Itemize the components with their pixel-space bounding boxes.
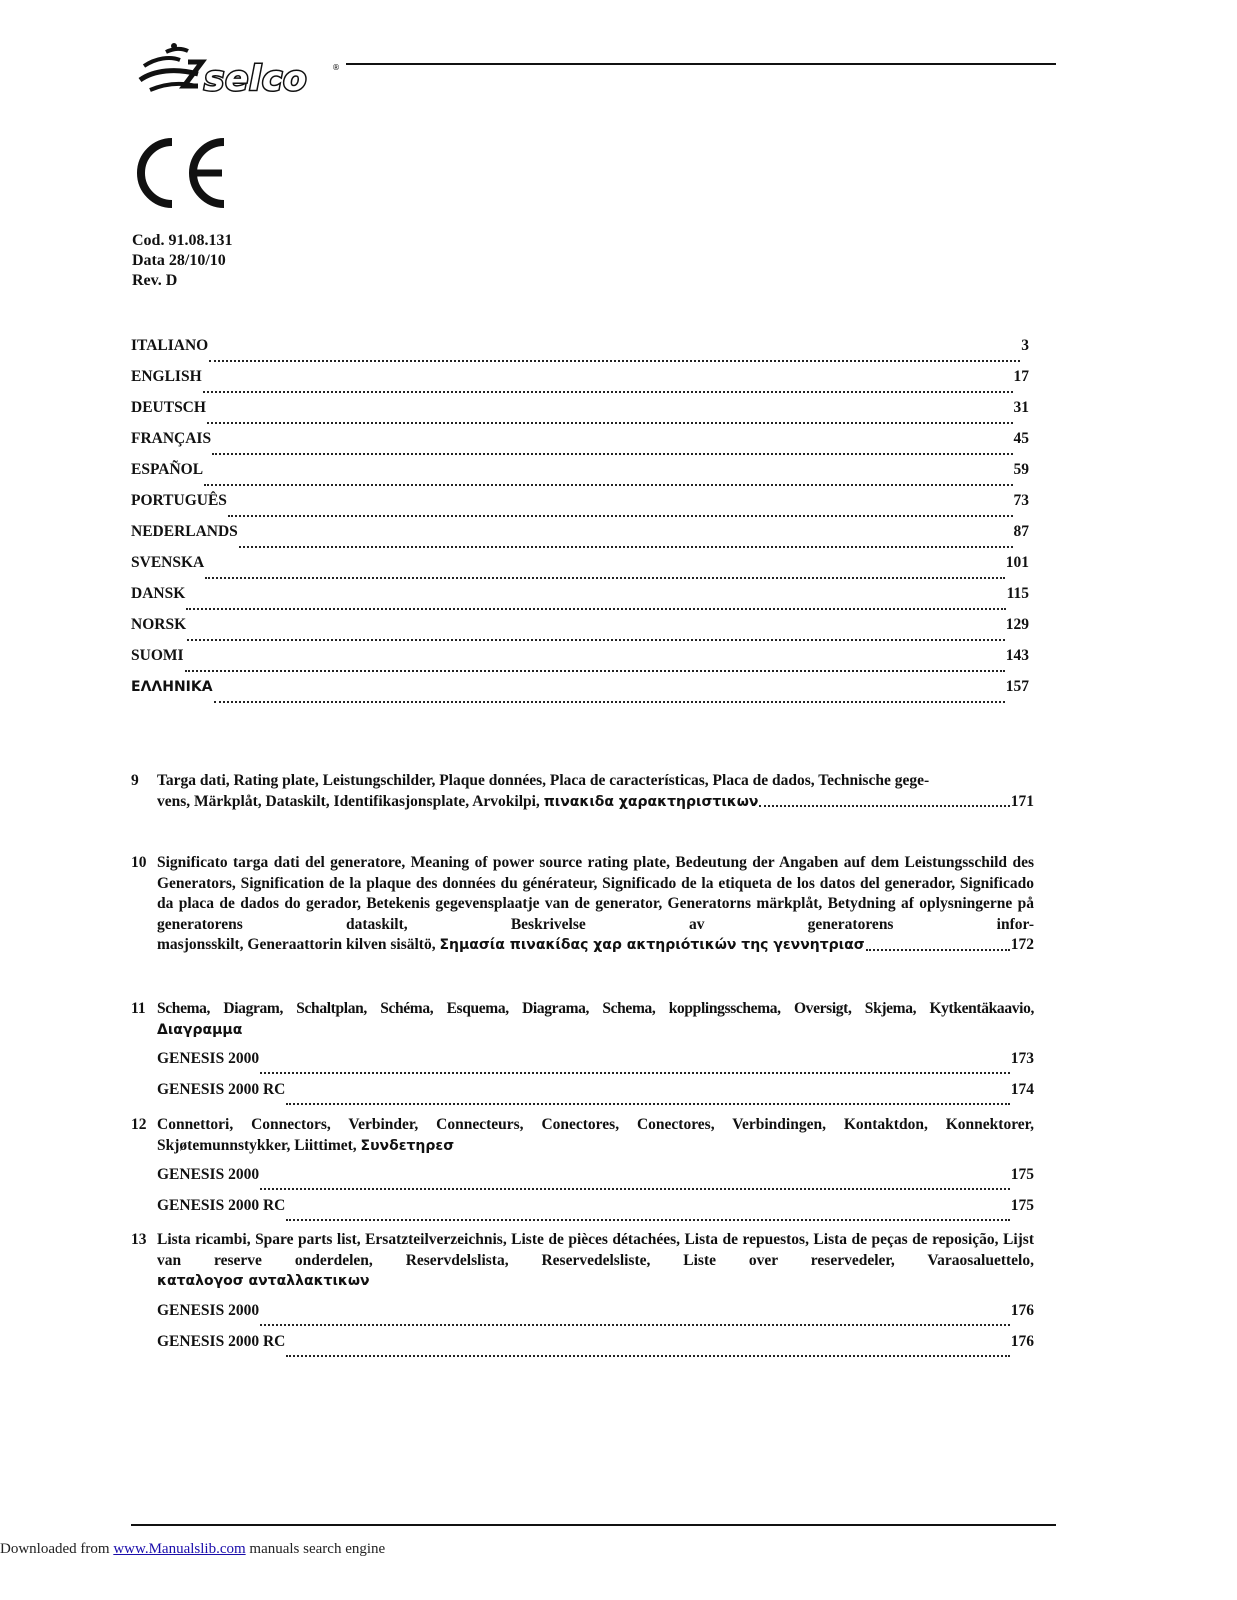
toc-leader — [207, 422, 1013, 424]
toc-subitem[interactable] — [157, 1196, 1034, 1227]
toc-leader — [260, 1072, 1010, 1074]
section-title-greek: καταλογοσ ανταλλακτικων — [157, 1273, 370, 1290]
section-title: Schema, Diagram, Schaltplan, Schéma, Esquema, Diagrama, Schema, kopplingsschema, Oversigt, Skjema, Kytkentäkaavio, — [157, 1000, 1034, 1017]
toc-row-english[interactable] — [131, 368, 1029, 399]
toc-label: ENGLISH — [131, 368, 202, 385]
toc-leader — [205, 577, 1005, 579]
toc-leader — [239, 546, 1013, 548]
toc-page: 59 — [1013, 461, 1029, 478]
toc-leader — [203, 391, 1013, 393]
toc-label: ITALIANO — [131, 337, 209, 354]
toc-label: GENESIS 2000 RC — [157, 1081, 286, 1099]
document-revision: Rev. D — [132, 272, 178, 289]
toc-leader — [260, 1324, 1010, 1326]
toc-label: NEDERLANDS — [131, 523, 238, 540]
toc-label: GENESIS 2000 RC — [157, 1197, 286, 1215]
section-number: 13 — [131, 1231, 147, 1248]
toc-label: FRANÇAIS — [131, 430, 212, 447]
toc-page: 87 — [1013, 523, 1029, 540]
section-title: Targa dati, Rating plate, Leistungschilder, Plaque données, Placa de características, Placa de dados, Technische gege- — [157, 772, 930, 789]
toc-page: 143 — [1005, 647, 1029, 664]
toc-row-espanol[interactable] — [131, 461, 1029, 492]
toc-subitem[interactable] — [157, 1049, 1034, 1080]
toc-leader — [185, 670, 1005, 672]
download-footer — [0, 1541, 385, 1558]
toc-row-norsk[interactable] — [131, 616, 1029, 647]
manualslib-link[interactable]: www.Manualslib.com — [113, 1541, 246, 1557]
toc-page: 175 — [1010, 1197, 1034, 1215]
toc-page: 175 — [1010, 1166, 1034, 1184]
section-number: 9 — [131, 772, 139, 789]
document-code: Cod. 91.08.131 — [132, 232, 233, 249]
toc-page: 45 — [1013, 430, 1029, 447]
toc-row-ellinika[interactable] — [131, 678, 1029, 709]
toc-row-francais[interactable] — [131, 430, 1029, 461]
section-title-last-line — [157, 792, 1034, 813]
toc-leader — [228, 515, 1013, 517]
section-11[interactable] — [131, 999, 1034, 1111]
toc-label: SVENSKA — [131, 554, 205, 571]
header-rule — [346, 63, 1056, 65]
ce-mark-icon — [136, 138, 232, 208]
footer-rule — [131, 1524, 1056, 1526]
toc-subitem[interactable] — [157, 1332, 1034, 1363]
toc-row-svenska[interactable] — [131, 554, 1029, 585]
logo-wordmark: selco — [204, 59, 308, 99]
toc-page: 101 — [1005, 554, 1029, 571]
section-title: Lista ricambi, Spare parts list, Ersatzteilverzeichnis, Liste de pièces détachées, Lista de repuestos, Lista de peças de reposição, Lijst van reserve onderdelen, Reservdelslista, Reservedelsliste, Liste over reservedeler, Varaosaluettelo, — [157, 1231, 1034, 1269]
toc-subitem[interactable] — [157, 1301, 1034, 1332]
section-page: 172 — [1010, 936, 1034, 954]
toc-page: 3 — [1021, 337, 1029, 354]
toc-page: 129 — [1005, 616, 1029, 633]
toc-leader — [286, 1355, 1009, 1357]
toc-label: ΕΛΛΗΝΙΚΑ — [131, 679, 213, 695]
section-10[interactable] — [131, 853, 1034, 956]
section-9[interactable] — [131, 771, 1034, 812]
section-13[interactable] — [131, 1230, 1034, 1363]
language-toc — [131, 337, 1029, 709]
toc-label: DANSK — [131, 585, 186, 602]
toc-label: GENESIS 2000 — [157, 1050, 260, 1068]
toc-leader — [214, 701, 1005, 703]
toc-row-nederlands[interactable] — [131, 523, 1029, 554]
section-12[interactable] — [131, 1115, 1034, 1227]
toc-label: SUOMI — [131, 647, 184, 664]
toc-row-suomi[interactable] — [131, 647, 1029, 678]
section-title-last-line — [157, 935, 1034, 956]
toc-leader — [204, 484, 1012, 486]
toc-row-portugues[interactable] — [131, 492, 1029, 523]
section-title-greek: Διαγραμμα — [157, 1021, 243, 1038]
toc-row-deutsch[interactable] — [131, 399, 1029, 430]
toc-page: 173 — [1010, 1050, 1034, 1068]
footer-prefix: Downloaded from — [0, 1541, 110, 1557]
toc-page: 73 — [1013, 492, 1029, 509]
toc-subitem[interactable] — [157, 1165, 1034, 1196]
toc-subitem[interactable] — [157, 1080, 1034, 1111]
section-page: 171 — [1010, 792, 1034, 810]
toc-row-dansk[interactable] — [131, 585, 1029, 616]
toc-page: 176 — [1010, 1301, 1034, 1319]
toc-page: 176 — [1010, 1332, 1034, 1350]
toc-label: GENESIS 2000 — [157, 1166, 260, 1184]
section-title: Significato targa dati del generatore, Meaning of power source rating plate, Bedeutung der Angaben auf dem Leistungsschild des Generators, Signification de la plaque des données du générateur, Significado de la etiqueta de los datos del generador, Significado da placa de dados do gerador, Betekenis gegevensplaatje van de generator, Generatorns märkplåt, Betydning af oplysningerne på generatorens dataskilt, Beskrivelse av generatorens infor- — [157, 854, 1034, 933]
registered-mark: ® — [332, 63, 340, 72]
toc-label: ESPAÑOL — [131, 461, 204, 478]
toc-page: 174 — [1010, 1081, 1034, 1099]
toc-label: DEUTSCH — [131, 399, 206, 416]
toc-leader — [286, 1103, 1009, 1105]
document-date: Data 28/10/10 — [132, 252, 226, 269]
document-meta — [132, 231, 232, 291]
toc-label: NORSK — [131, 616, 187, 633]
selco-logo — [136, 38, 341, 100]
toc-leader — [286, 1219, 1009, 1221]
toc-leader — [212, 453, 1012, 455]
toc-leader — [260, 1188, 1010, 1190]
toc-page: 115 — [1006, 585, 1029, 602]
toc-leader — [186, 608, 1005, 610]
toc-leader — [866, 949, 1010, 951]
toc-leader — [209, 360, 1020, 362]
toc-leader — [187, 639, 1005, 641]
toc-page: 17 — [1013, 368, 1029, 385]
toc-leader — [759, 805, 1009, 807]
toc-label: GENESIS 2000 RC — [157, 1332, 286, 1350]
toc-page: 31 — [1013, 399, 1029, 416]
section-number: 11 — [131, 1000, 146, 1017]
footer-suffix: manuals search engine — [249, 1541, 386, 1557]
toc-row-italiano[interactable] — [131, 337, 1029, 368]
toc-page: 157 — [1005, 678, 1029, 695]
section-number: 10 — [131, 854, 147, 871]
section-title: Connettori, Connectors, Verbinder, Connecteurs, Conectores, Conectores, Verbindingen, Kontaktdon, Konnektorer, Skjøtemunnstykker, Liittimet, Συνδετηρεσ — [157, 1116, 1034, 1154]
toc-label: PORTUGUÊS — [131, 492, 227, 509]
toc-label: GENESIS 2000 — [157, 1301, 260, 1319]
section-number: 12 — [131, 1116, 147, 1133]
section-title-tail: vens, Märkplåt, Dataskilt, Identifikasjonsplate, Arvokilpi, πινακιδα χαρακτηριστικων — [157, 792, 759, 810]
section-title-tail: masjonsskilt, Generaattorin kilven sisältö, Σημασία πινακίδας χαρ ακτηριότικών της γεννητριασ — [157, 936, 865, 954]
